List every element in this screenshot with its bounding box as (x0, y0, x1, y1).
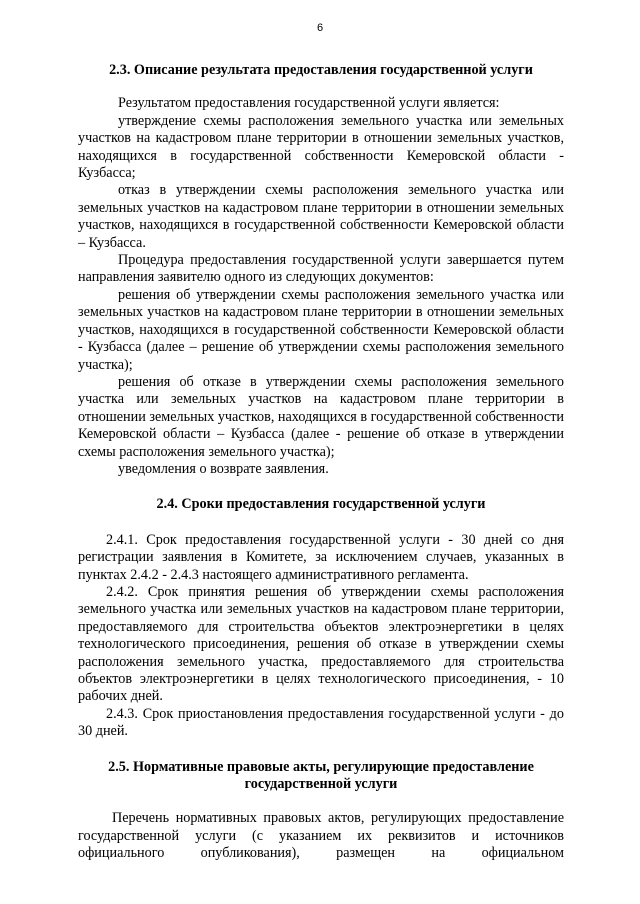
paragraph-2-5-list: Перечень нормативных правовых актов, регулирующих предоставление государственной услуги (с указанием их реквизитов и источников официального опубликования), размещен на официальном (78, 810, 564, 862)
result-item-refusal: отказ в утверждении схемы расположения земельного участка или земельных участков на кадастровом плане территории в отношении земельных участков, находящихся в государственной собственности Кемеровской области – Кузбасса. (78, 182, 564, 251)
section-2-4-heading: 2.4. Сроки предоставления государственной услуги (156, 496, 486, 513)
section-2-3-heading: 2.3. Описание результата предоставления государственной услуги (109, 62, 533, 78)
paragraph-2-4-1: 2.4.1. Срок предоставления государственной услуги - 30 дней со дня регистрации заявления в Комитете, за исключением случаев, указанных в пунктах 2.4.2 - 2.4.3 настоящего административного регламента. (78, 531, 564, 583)
document-item-refusal-decision: решения об отказе в утверждении схемы расположения земельного участка или земельных участков на кадастровом плане территории в отношении земельных участков, находящихся в государственной собственности Кемеровской области – Кузбасса (далее - решение об отказе в утверждении схемы расположения земельного участка); (78, 373, 565, 460)
page-number: 6 (316, 22, 324, 34)
document-body (78, 62, 564, 863)
result-item-approval: утверждение схемы расположения земельного участка или земельных участков на кадастровом плане территории в отношении земельных участков, находящихся в государственной собственности Кемеровской области - Кузбасса; (78, 112, 564, 182)
document-item-return-notice: уведомления о возврате заявления. (118, 460, 329, 477)
section-2-5-heading: 2.5. Нормативные правовые акты, регулирующие предоставление государственной услуги (108, 758, 534, 793)
document-item-approval-decision: решения об утверждении схемы расположения земельного участка или земельных участков на кадастровом плане территории в отношении земельных участков, находящихся в государственной собственности Кемеровской области - Кузбасса (далее – решение об утверждении схемы расположения земельного участка); (78, 286, 564, 373)
procedure-paragraph: Процедура предоставления государственной услуги завершается путем направления заявителю одного из следующих документов: (78, 252, 564, 286)
paragraph-2-4-3: 2.4.3. Срок приостановления предоставления государственной услуги - до 30 дней. (78, 705, 564, 740)
paragraph-2-4-2: 2.4.2. Срок принятия решения об утверждении схемы расположения земельного участка или земельных участков на кадастровом плане территории, предоставляемого для строительства объектов электроэнергетики в целях технологического присоединения, решения об отказе в утверждении схемы расположения земельного участка, предоставляемого для строительства объектов электроэнергетики в целях технологического присоединения, - 10 рабочих дней. (78, 583, 564, 705)
section-2-3-intro: Результатом предоставления государственной услуги является: (118, 95, 500, 112)
